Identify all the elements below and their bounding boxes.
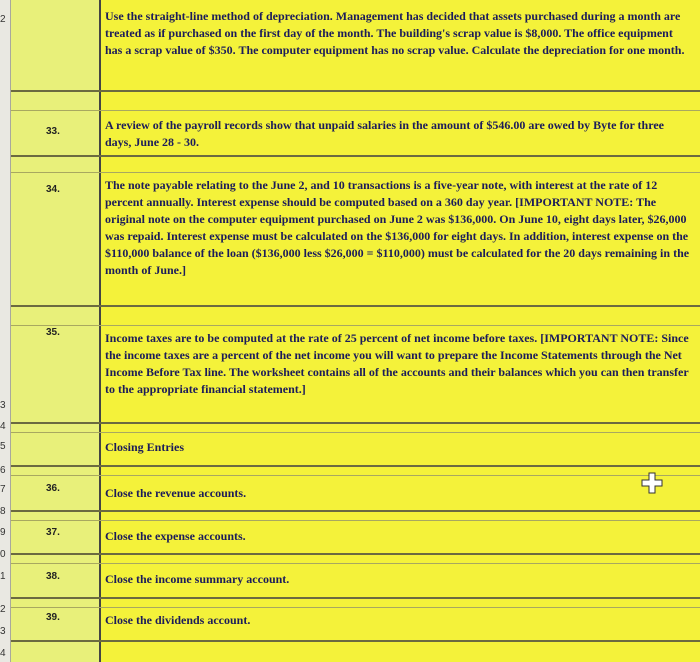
grid-line bbox=[11, 90, 700, 92]
item-number-35[interactable]: 35. bbox=[46, 327, 60, 338]
item-number-33[interactable]: 33. bbox=[46, 126, 60, 137]
closing-entries-heading[interactable]: Closing Entries bbox=[105, 440, 185, 454]
row-number[interactable]: 6 bbox=[0, 465, 6, 476]
grid-line bbox=[11, 432, 700, 433]
row-number[interactable]: 3 bbox=[0, 626, 6, 637]
grid-line bbox=[11, 475, 700, 476]
grid-line bbox=[11, 553, 700, 555]
grid-line bbox=[11, 155, 700, 157]
item-text-37[interactable]: Close the expense accounts. bbox=[105, 529, 246, 543]
row-number[interactable]: 9 bbox=[0, 527, 6, 538]
depreciation-instructions[interactable]: Use the straight-line method of depreciation. Management has decided that assets purchased during a month are treated as if purchased on the first day of the month. The building's scrap value is $8,000. The office equipment has a scrap value of $350. The computer equipment has no scrap value. Calculate the depreciation for one month. bbox=[105, 9, 685, 57]
item-text-36[interactable]: Close the revenue accounts. bbox=[105, 486, 247, 500]
row-number[interactable]: 5 bbox=[0, 441, 6, 452]
grid-line bbox=[11, 563, 700, 564]
grid-line bbox=[11, 422, 700, 424]
grid-line bbox=[11, 305, 700, 307]
item-text-39[interactable]: Close the dividends account. bbox=[105, 613, 251, 627]
grid-line bbox=[11, 172, 700, 173]
row-number[interactable]: 1 bbox=[0, 571, 6, 582]
row-number[interactable]: 7 bbox=[0, 484, 6, 495]
item-number-36[interactable]: 36. bbox=[46, 483, 60, 494]
plus-cursor-icon bbox=[641, 472, 663, 494]
item-number-38[interactable]: 38. bbox=[46, 571, 60, 582]
grid-line bbox=[11, 510, 700, 512]
item-text-38[interactable]: Close the income summary account. bbox=[105, 572, 290, 586]
row-number[interactable]: 0 bbox=[0, 549, 6, 560]
grid-line bbox=[11, 607, 700, 608]
grid-line bbox=[11, 640, 700, 642]
row-number-gutter bbox=[0, 0, 11, 662]
item-number-37[interactable]: 37. bbox=[46, 527, 60, 538]
grid-line bbox=[11, 325, 700, 326]
row-number[interactable]: 3 bbox=[0, 400, 6, 411]
item-text-34[interactable]: The note payable relating to the June 2, and 10 transactions is a five-year note, with interest at the rate of 12 percent annually. Interest expense should be computed based on a 360 day year. [IMPORTANT NOTE: The original note on the computer equipment purchased on June 2 was $136,000. On June 10, eight days later, $26,000 was repaid. Interest expense must be calculated on the $136,000 for eight days. In addition, interest expense on the $110,000 balance of the loan ($136,000 less $26,000 = $110,000) must be calculated for the 20 days remaining in the month of June.] bbox=[105, 178, 690, 277]
row-number[interactable]: 4 bbox=[0, 421, 6, 432]
row-number[interactable]: 8 bbox=[0, 506, 6, 517]
item-text-35[interactable]: Income taxes are to be computed at the rate of 25 percent of net income before taxes. [IMPORTANT NOTE: Since the income taxes are a percent of the net income you will want to prepare the Income Statements through the Net Income Before Tax line. The worksheet contains all of the accounts and their balances which you can then transfer to the appropriate financial statement.] bbox=[105, 331, 689, 396]
item-number-39[interactable]: 39. bbox=[46, 612, 60, 623]
grid-line bbox=[11, 597, 700, 599]
item-number-34[interactable]: 34. bbox=[46, 184, 60, 195]
row-number[interactable]: 2 bbox=[0, 14, 6, 25]
row-number[interactable]: 4 bbox=[0, 648, 6, 659]
row-number[interactable]: 2 bbox=[0, 604, 6, 615]
item-text-33[interactable]: A review of the payroll records show that unpaid salaries in the amount of $546.00 are owed by Byte for three days, June 28 - 30. bbox=[105, 118, 664, 149]
grid-line bbox=[11, 520, 700, 521]
grid-line bbox=[11, 465, 700, 467]
grid-line bbox=[11, 110, 700, 111]
